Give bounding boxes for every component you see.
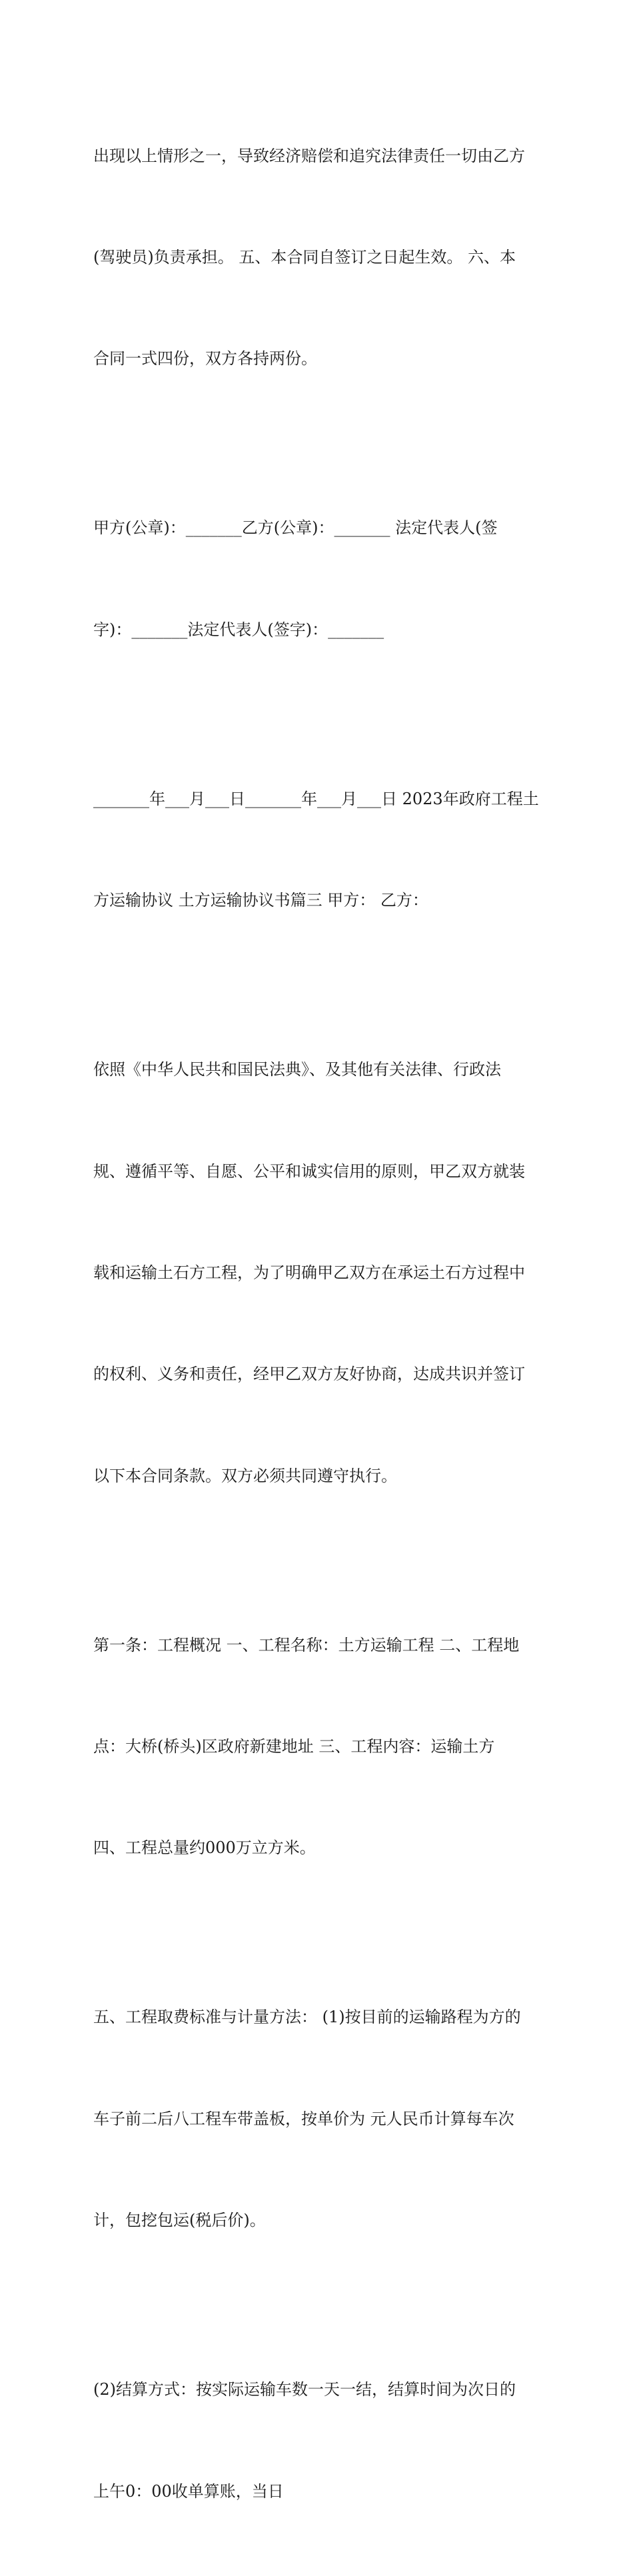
text-line: 载和运输土石方工程，为了明确甲乙双方在承运土石方过程中 [93,1263,525,1282]
text-line: 以下本合同条款。双方必须共同遵守执行。 [93,1466,397,1485]
text-line: 方运输协议 土方运输协议书篇三 甲方： 乙方： [93,891,428,910]
text-line: (2)结算方式：按实际运输车数一天一结，结算时间为次日的 [93,2380,516,2399]
document-body [93,71,553,2576]
paragraph-preamble [93,985,553,1561]
text-line: 的权利、义务和责任，经甲乙双方友好协商，达成共识并签订 [93,1365,525,1384]
text-line: 合同一式四份，双方各持两份。 [93,349,317,368]
text-line: (驾驶员)负责承担。 五、本合同自签订之日起生效。 六、本 [93,247,516,267]
text-line: 规、遵循平等、自愿、公平和诚实信用的原则，甲乙双方就装 [93,1161,525,1181]
paragraph-dates-and-title [93,714,553,985]
text-line: 依照《中华人民共和国民法典》、及其他有关法律、行政法 [93,1060,501,1079]
text-line: 字)：_______法定代表人(签字)：_______ [93,620,384,639]
paragraph-fee-standard [93,1933,553,2305]
text-line: 四、工程总量约000万立方米。 [93,1838,316,1858]
text-line: 甲方(公章)：_______乙方(公章)：_______ 法定代表人(签 [93,518,498,538]
paragraph-article-one [93,1561,553,1933]
text-line: 五、工程取费标准与计量方法： (1)按目前的运输路程为方的 [93,2008,521,2027]
text-line: 点：大桥(桥头)区政府新建地址 三、工程内容：运输土方 [93,1737,495,1756]
text-line: 第一条：工程概况 一、工程名称：土方运输工程 二、工程地 [93,1635,520,1654]
paragraph-liability-and-effect [93,71,553,444]
text-line: 出现以上情形之一，导致经济赔偿和追究法律责任一切由乙方 [93,146,525,165]
text-line: 车子前二后八工程车带盖板，按单价为 元人民币计算每车次 [93,2109,514,2128]
paragraph-settlement [93,2305,553,2576]
text-line: 计，包挖包运(税后价)。 [93,2211,266,2230]
text-line: _______年___月___日_______年___月___日 2023年政府工程土 [93,789,539,808]
text-line: 上午0：00收单算账，当日 [93,2481,284,2501]
paragraph-signatures [93,444,553,714]
